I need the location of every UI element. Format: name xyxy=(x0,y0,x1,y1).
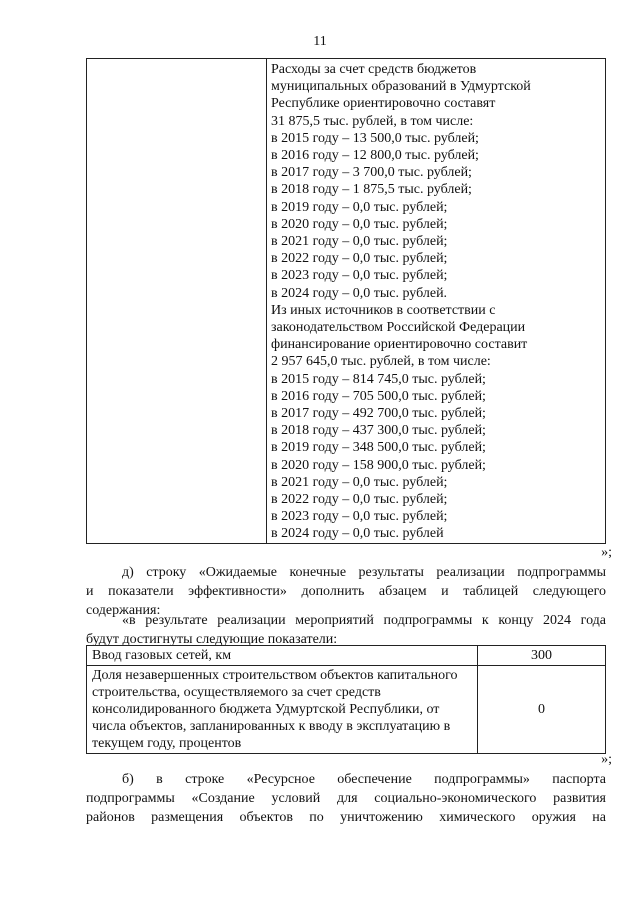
table-row xyxy=(87,666,606,754)
paragraph-d-line-3: содержания: xyxy=(86,603,161,618)
indicator-value: 300 xyxy=(478,646,606,666)
paragraph-b-line-3: районов размещения объектов по уничтожению химического оружия на xyxy=(86,810,606,825)
funding-line: в 2021 году – 0,0 тыс. рублей; xyxy=(271,234,448,250)
funding-line: финансирование ориентировочно составит xyxy=(271,337,528,353)
funding-line: в 2019 году – 0,0 тыс. рублей; xyxy=(271,199,448,215)
funding-line: в 2018 году – 437 300,0 тыс. рублей; xyxy=(271,423,486,439)
funding-line: в 2017 году – 3 700,0 тыс. рублей; xyxy=(271,165,472,181)
paragraph-result xyxy=(86,611,606,649)
funding-line: 31 875,5 тыс. рублей, в том числе: xyxy=(271,113,474,129)
indicator-name: Ввод газовых сетей, км xyxy=(87,646,478,666)
paragraph-d-line-1: д) строку «Ожидаемые конечные результаты реализации подпрограммы xyxy=(122,565,606,580)
funding-line: в 2020 году – 158 900,0 тыс. рублей; xyxy=(271,457,486,473)
funding-line: в 2017 году – 492 700,0 тыс. рублей; xyxy=(271,406,486,422)
funding-line: в 2023 году – 0,0 тыс. рублей; xyxy=(271,509,448,525)
funding-line: Расходы за счет средств бюджетов xyxy=(271,62,477,77)
funding-line: в 2016 году – 12 800,0 тыс. рублей; xyxy=(271,148,479,164)
funding-line: 2 957 645,0 тыс. рублей, в том числе: xyxy=(271,354,491,370)
funding-label-cell xyxy=(87,59,267,543)
funding-line: муниципальных образований в Удмуртской xyxy=(271,79,531,95)
paragraph-b xyxy=(86,770,606,827)
closing-quote: »; xyxy=(601,752,612,767)
funding-line: в 2020 году – 0,0 тыс. рублей; xyxy=(271,216,448,232)
funding-line: Из иных источников в соответствии с xyxy=(271,302,496,318)
funding-line: в 2019 году – 348 500,0 тыс. рублей; xyxy=(271,440,486,456)
funding-line: в 2018 году – 1 875,5 тыс. рублей; xyxy=(271,182,472,198)
funding-line: в 2021 году – 0,0 тыс. рублей; xyxy=(271,474,448,490)
table-row xyxy=(87,646,606,666)
paragraph-result-line-1: «в результате реализации мероприятий подпрограммы к концу 2024 года xyxy=(122,613,606,628)
funding-line: законодательством Российской Федерации xyxy=(271,320,526,336)
funding-line: в 2016 году – 705 500,0 тыс. рублей; xyxy=(271,388,486,404)
indicator-name: Доля незавершенных строительством объектов капитального строительства, осуществляемого за счет средств консолидированного бюджета Удмуртской Республики, от числа объектов, запланированных к вводу в эксплуатацию в текущем году, процентов xyxy=(87,666,478,754)
paragraph-result-line-2: будут достигнуты следующие показатели: xyxy=(86,632,338,647)
paragraph-b-line-1: б) в строке «Ресурсное обеспечение подпрограммы» паспорта xyxy=(122,772,606,787)
funding-table xyxy=(86,58,606,544)
funding-line: в 2015 году – 814 745,0 тыс. рублей; xyxy=(271,371,486,387)
funding-line: в 2022 году – 0,0 тыс. рублей; xyxy=(271,251,448,267)
paragraph-d-line-2: и показатели эффективности» дополнить абзацем и таблицей следующего xyxy=(86,584,606,599)
funding-line: в 2023 году – 0,0 тыс. рублей; xyxy=(271,268,448,284)
funding-text-cell xyxy=(267,59,605,543)
closing-quote: »; xyxy=(601,545,612,560)
funding-line: в 2022 году – 0,0 тыс. рублей; xyxy=(271,492,448,508)
paragraph-b-line-2: подпрограммы «Создание условий для социально-экономического развития xyxy=(86,791,606,806)
page-number: 11 xyxy=(313,34,327,49)
indicator-value: 0 xyxy=(478,666,606,754)
funding-line: в 2015 году – 13 500,0 тыс. рублей; xyxy=(271,130,479,146)
funding-line: в 2024 году – 0,0 тыс. рублей xyxy=(271,526,444,542)
funding-line: в 2024 году – 0,0 тыс. рублей. xyxy=(271,285,448,301)
funding-line: Республике ориентировочно составят xyxy=(271,96,496,112)
indicators-table xyxy=(86,645,606,754)
